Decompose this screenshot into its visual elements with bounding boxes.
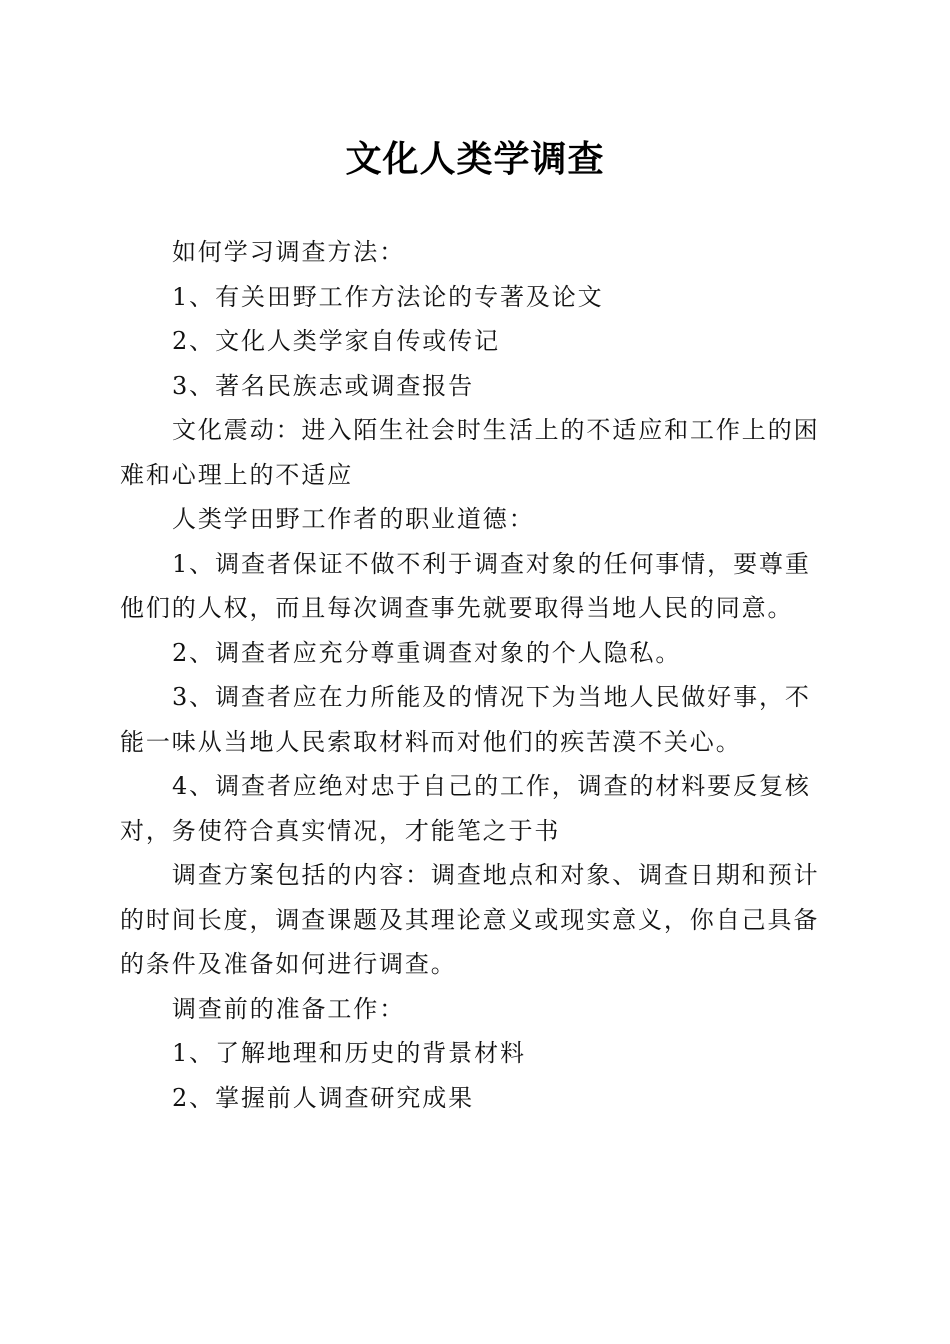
list-item: 3、调查者应在力所能及的情况下为当地人民做好事，不能一味从当地人民索取材料而对他们的疾苦漠不关心。 xyxy=(120,683,811,756)
document-body xyxy=(120,230,832,1120)
paragraph-how-to-learn: 如何学习调查方法： xyxy=(172,238,406,266)
list-item: 1、有关田野工作方法论的专著及论文 xyxy=(172,282,604,311)
list-item: 2、文化人类学家自传或传记 xyxy=(172,327,500,355)
paragraph-preparation-heading: 调查前的准备工作： xyxy=(172,994,406,1023)
paragraph-culture-shock: 文化震动：进入陌生社会时生活上的不适应和工作上的困难和心理上的不适应 xyxy=(120,416,820,489)
list-item: 1、调查者保证不做不利于调查对象的任何事情，要尊重他们的人权，而且每次调查事先就要取得当地人民的同意。 xyxy=(120,549,811,622)
list-item: 3、著名民族志或调查报告 xyxy=(172,371,475,400)
paragraph-survey-plan: 调查方案包括的内容：调查地点和对象、调查日期和预计的时间长度，调查课题及其理论意义或现实意义，你自己具备的条件及准备如何进行调查。 xyxy=(120,861,820,978)
paragraph-ethics-heading: 人类学田野工作者的职业道德： xyxy=(172,505,535,533)
document-title: 文化人类学调查 xyxy=(345,138,605,180)
list-item: 2、掌握前人调查研究成果 xyxy=(172,1083,475,1112)
list-item: 1、了解地理和历史的背景材料 xyxy=(172,1039,526,1067)
list-item: 4、调查者应绝对忠于自己的工作，调查的材料要反复核对，务使符合真实情况，才能笔之于书 xyxy=(120,772,811,845)
list-item: 2、调查者应充分尊重调查对象的个人隐私。 xyxy=(172,638,682,667)
